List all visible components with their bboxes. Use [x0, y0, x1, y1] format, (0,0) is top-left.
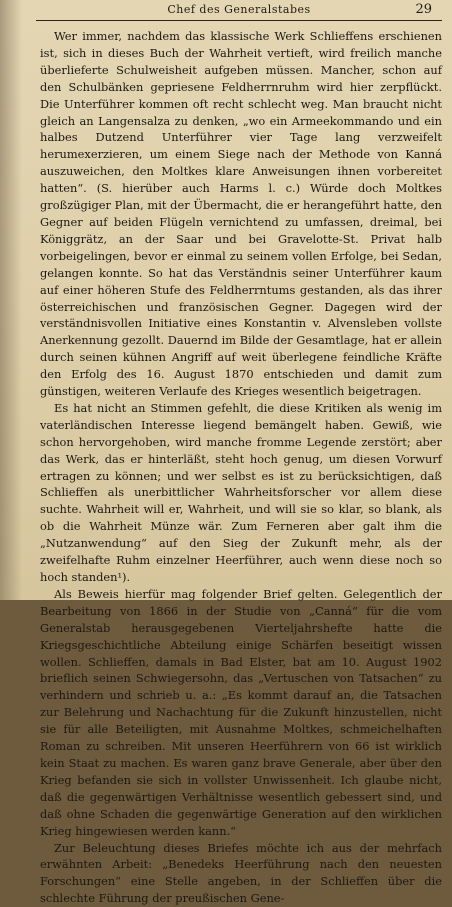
- paragraph-3: Als Beweis hierfür mag folgender Brief gelten. Gelegentlich der Bearbeitung von 1866 in der Studie von „Canná“ für die vom Generalstab herausgegebenen Vierteljahrshefte hatte die Kriegsgeschichtliche Abteilung einige Schärfen beseitigt wissen wollen. Schlieffen, damals in Bad Elster, bat am 10. August 1902 brieflich seinen Schwiegersohn, das „Vertuschen von Tatsachen“ zu verhindern und schrieb u. a.: „Es kommt darauf an, die Tatsachen zur Belehrung und Nachachtung für die Zukunft hinzustellen, nicht sie für alle Beteiligten, mit Ausnahme Moltkes, schmeichelhaften Roman zu schreiben. Mit unseren Heerführern von 66 ist wirklich kein Staat zu machen. Es waren ganz brave Generale, aber über den Krieg befanden sie sich in vollster Unwissenheit. Ich glaube nicht, daß die gegenwärtigen Verhältnisse wesentlich gebessert sind, und daß ohne Schaden die gegenwärtige Generation auf den wirklichen Krieg hingewiesen werden kann.“: [40, 586, 442, 840]
- paragraph-2: Es hat nicht an Stimmen gefehlt, die diese Kritiken als wenig im vaterländischen Interesse liegend bemängelt haben. Gewiß, wie schon hervorgehoben, wird manche fromme Legende zerstört; aber das Werk, das er hinterläßt, steht hoch genug, um diesen Vorwurf ertragen zu können; und wer selbst es ist zu berücksichtigen, daß Schlieffen als unerbittlicher Wahrheitsforscher vor allem diese suchte. Wahrheit will er, Wahrheit, und will sie so klar, so blank, als ob die Wahrheit Münze wär. Zum Ferneren aber galt ihm die „Nutzanwendung“ auf den Sieg der Zukunft mehr, als der zweifelhafte Ruhm einzelner Heerführer, auch wenn diese noch so hoch standen¹).: [40, 400, 442, 586]
- page-header: [36, 2, 442, 21]
- page-gutter-shadow: [0, 0, 22, 600]
- paragraph-4: Zur Beleuchtung dieses Briefes möchte ich aus der mehrfach erwähnten Arbeit: „Benedeks Heerführung nach den neuesten Forschungen“ eine Stelle angeben, in der Schlieffen über die schlechte Führung der preußischen Gene-: [40, 840, 442, 907]
- paragraph-1: Wer immer, nachdem das klassische Werk Schlieffens erschienen ist, sich in dieses Buch der Wahrheit vertieft, wird freilich manche überlieferte Schulweisheit aufgeben müssen. Mancher, schon auf den Schulbänken gepriesene Feldherrnruhm wird hier zerpflückt. Die Unterführer kommen oft recht schlecht weg. Man braucht nicht gleich an Langensalza zu denken, „wo ein Armeekommando und ein halbes Dutzend Unterführer vier Tage lang verzweifelt herumexerzieren, um einem Siege nach der Methode von Kanná auszuweichen, den Moltkes klare Anweisungen ihnen vorbereitet hatten“. (S. hierüber auch Harms l. c.) Würde doch Moltkes großzügiger Plan, mit der Übermacht, die er herangeführt hatte, den Gegner auf beiden Flügeln vernichtend zu umfassen, dreimal, bei Königgrätz, an der Saar und bei Gravelotte-St. Privat halb vorbeigelingen, bevor er einmal zu seinem vollen Erfolge, bei Sedan, gelangen konnte. So hat das Verständnis seiner Unterführer kaum auf einer höheren Stufe des Feldherrntums gestanden, als das ihrer österreichischen und französischen Gegner. Dagegen wird der verständnisvollen Initiative eines Konstantin v. Alvensleben vollste Anerkennung gezollt. Dauernd im Bilde der Gesamtlage, hat er allein durch seinen kühnen Angriff auf weit überlegene feindliche Kräfte den Erfolg des 16. August 1870 entschieden und damit zum günstigen, weiteren Verlaufe des Krieges wesentlich beigetragen.: [40, 28, 442, 400]
- running-title: Chef des Generalstabes: [36, 3, 442, 16]
- page-number: 29: [415, 2, 432, 17]
- body-text: [40, 28, 442, 907]
